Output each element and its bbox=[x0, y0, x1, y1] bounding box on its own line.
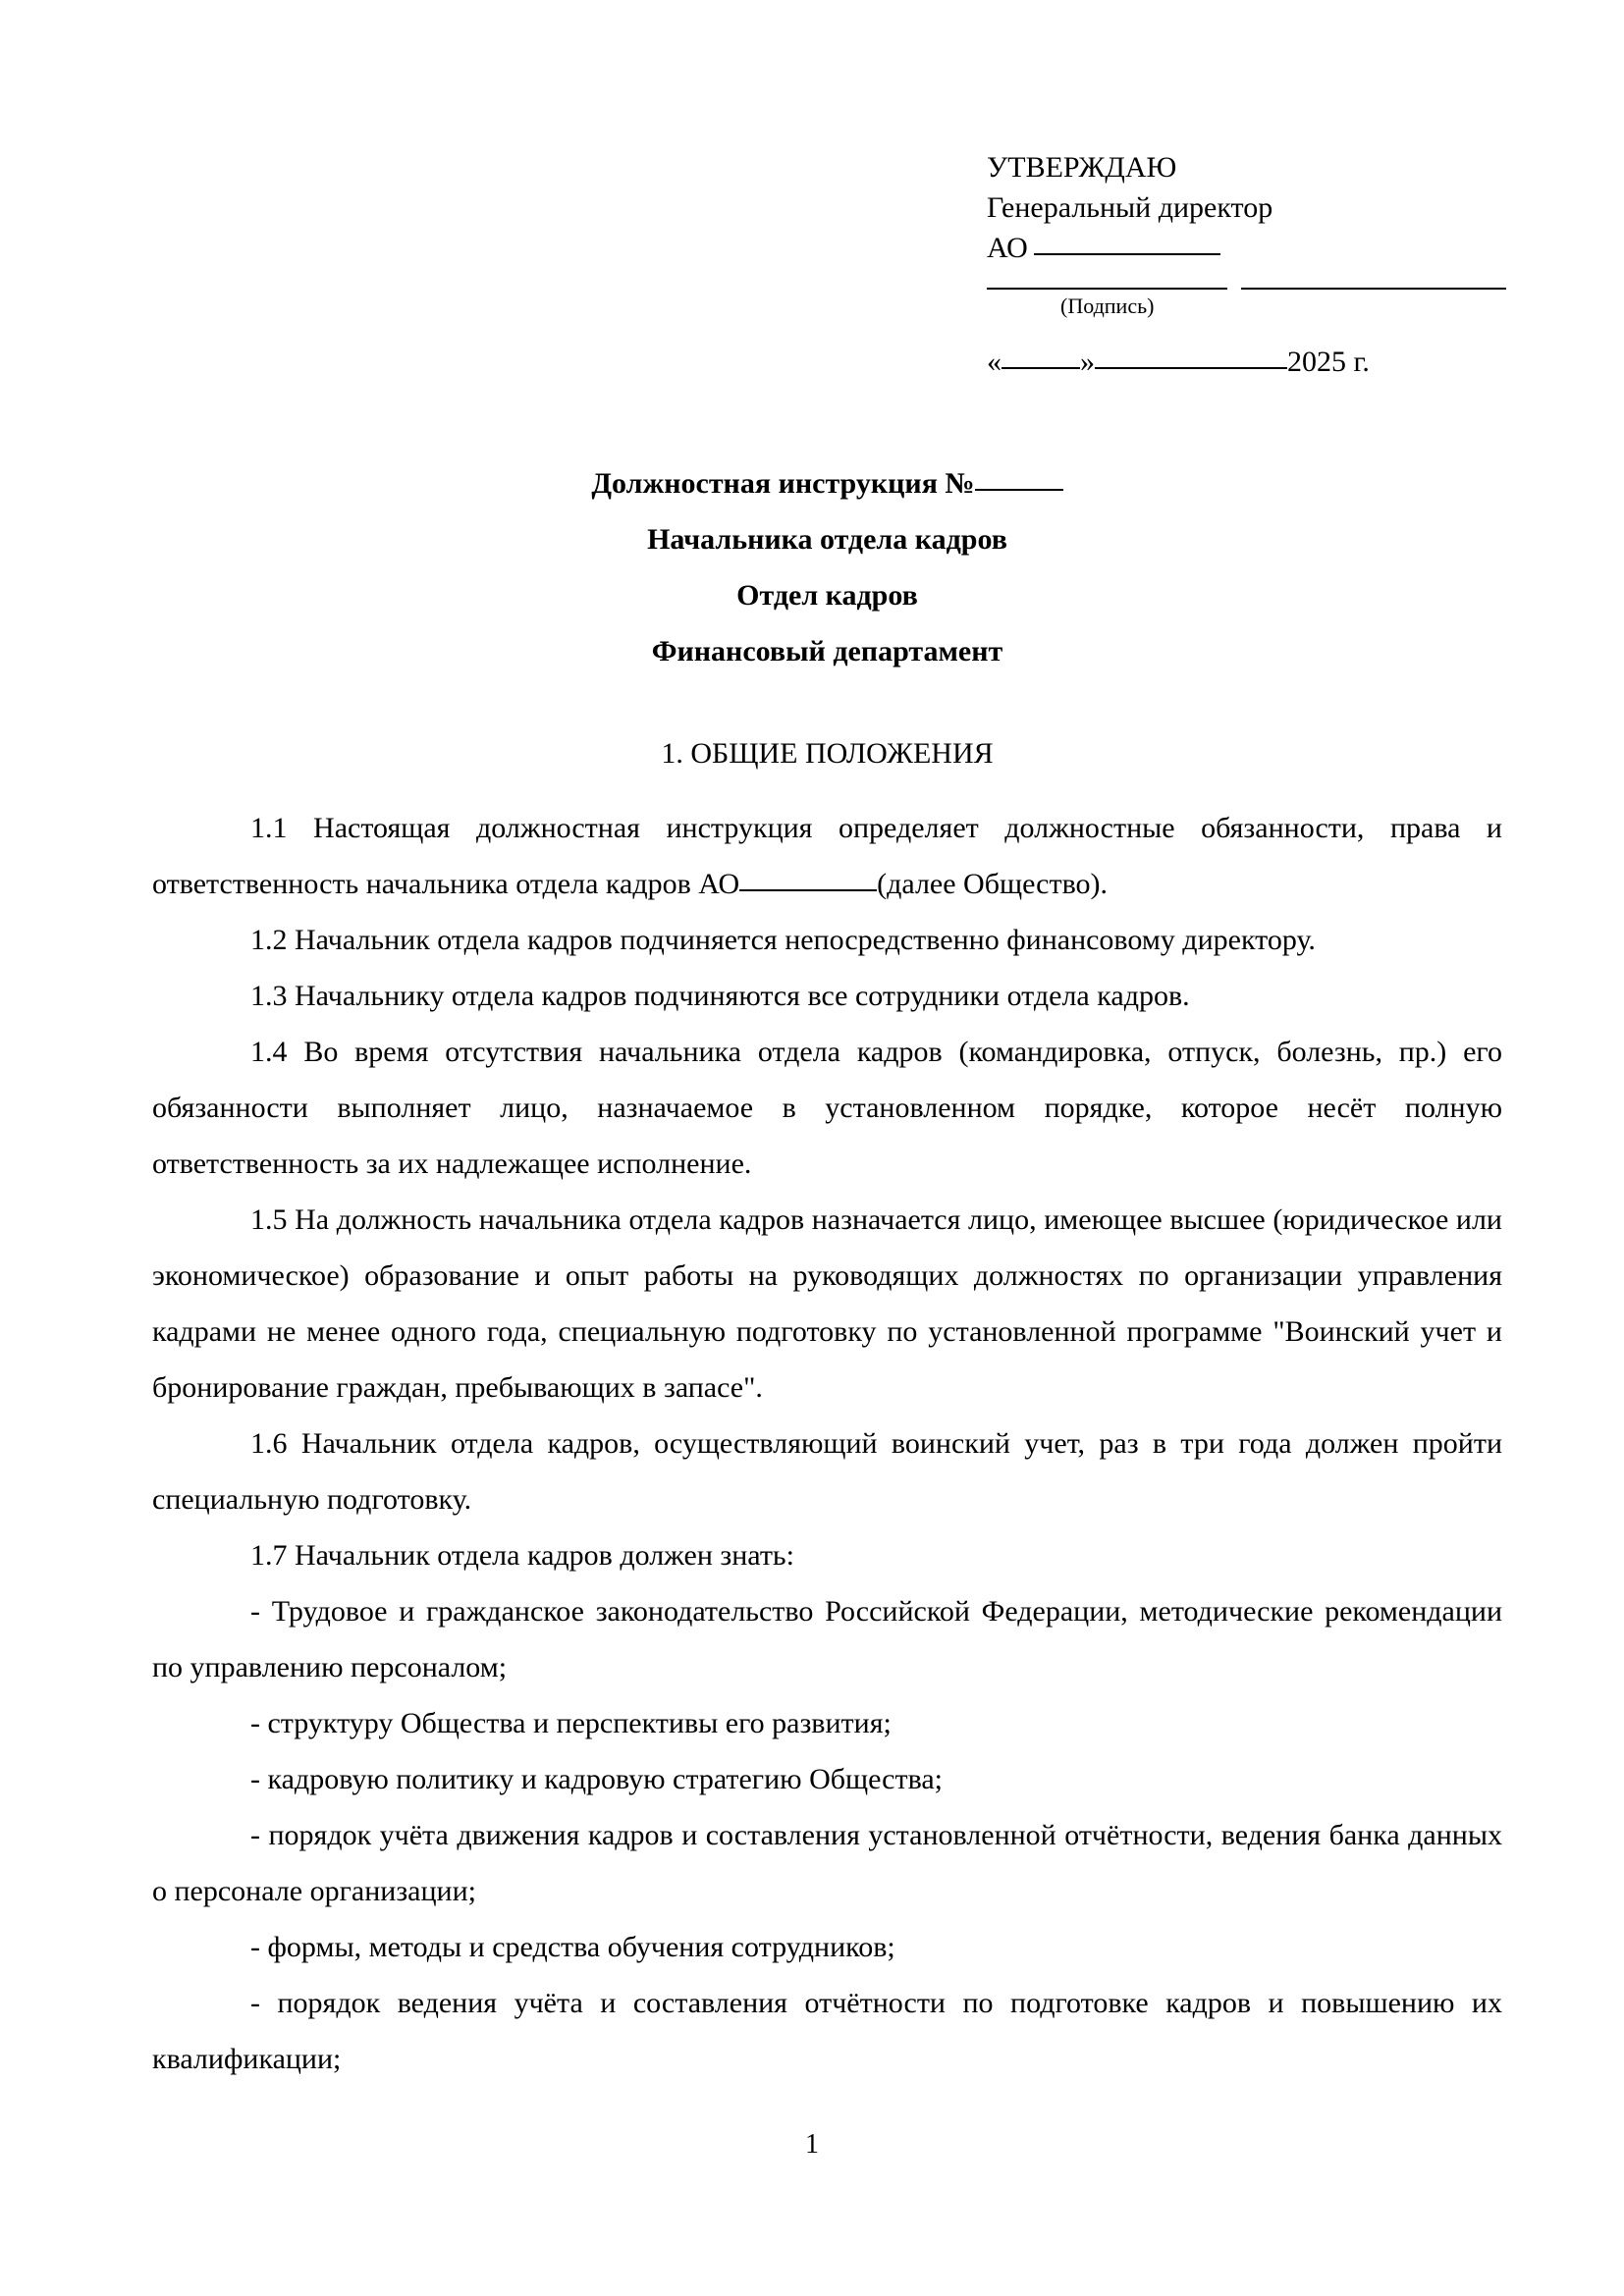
document-number-blank[interactable] bbox=[975, 489, 1063, 491]
signature-caption: (Подпись) bbox=[1060, 294, 1155, 318]
list-item-6: - порядок ведения учёта и составления отчётности по подготовке кадров и повышению их квалификации; bbox=[152, 1987, 1502, 2075]
department-title: Отдел кадров bbox=[736, 579, 918, 612]
paragraph-1-2: 1.2 Начальник отдела кадров подчиняется непосредственно финансовому директору. bbox=[250, 924, 1316, 956]
list-item-5: - формы, методы и средства обучения сотрудников; bbox=[250, 1931, 895, 1963]
date-quote-close: » bbox=[1080, 346, 1095, 378]
position-title: Начальника отдела кадров bbox=[647, 523, 1007, 556]
document-title: Должностная инструкция № bbox=[591, 467, 975, 500]
date-day-blank[interactable] bbox=[1001, 367, 1080, 369]
approval-company-line bbox=[987, 228, 1537, 268]
company-name-blank[interactable] bbox=[1034, 253, 1220, 255]
company-name-inline-blank[interactable] bbox=[739, 889, 877, 891]
approval-company-prefix: АО bbox=[987, 232, 1028, 264]
date-year: 2025 г. bbox=[1287, 346, 1370, 378]
approval-director-title: Генеральный директор bbox=[987, 191, 1273, 224]
page-number: 1 bbox=[805, 2129, 819, 2160]
paragraph-1-1-text-a: 1.1 Настоящая должностная инструкция определяет должностные обязанности, права и ответственность начальника отдела кадров АО bbox=[152, 812, 1502, 900]
paragraph-1-4: 1.4 Во время отсутствия начальника отдела кадров (командировка, отпуск, болезнь, пр.) его обязанности выполняет лицо, назначаемое в установленном порядке, которое несёт полную ответственность за их надлежащее исполнение. bbox=[152, 1036, 1502, 1180]
approval-block bbox=[987, 147, 1537, 268]
date-month-blank[interactable] bbox=[1095, 367, 1287, 369]
list-item-3: - кадровую политику и кадровую стратегию Общества; bbox=[250, 1763, 944, 1795]
approval-utverzhdayu: УТВЕРЖДАЮ bbox=[987, 151, 1177, 184]
list-item-1: - Трудовое и гражданское законодательство Российской Федерации, методические рекомендации по управлению персоналом; bbox=[152, 1595, 1502, 1683]
paragraph-1-1 bbox=[152, 800, 1502, 912]
paragraph-1-6: 1.6 Начальник отдела кадров, осуществляющий воинский учет, раз в три года должен пройти специальную подготовку. bbox=[152, 1427, 1502, 1516]
list-item-4: - порядок учёта движения кадров и составления установленной отчётности, ведения банка данных о персонале организации; bbox=[152, 1819, 1502, 1907]
signature-blank-left[interactable] bbox=[987, 287, 1227, 290]
document-title-number-line bbox=[152, 461, 1502, 507]
signature-rule-row bbox=[987, 287, 1542, 290]
approval-date-row bbox=[987, 342, 1370, 382]
section-heading-general-provisions: 1. ОБЩИЕ ПОЛОЖЕНИЯ bbox=[661, 737, 994, 770]
title-block bbox=[152, 461, 1502, 674]
list-item-2: - структуру Общества и перспективы его развития; bbox=[250, 1707, 892, 1739]
paragraph-1-3: 1.3 Начальнику отдела кадров подчиняются все сотрудники отдела кадров. bbox=[250, 980, 1190, 1012]
signature-blank-right[interactable] bbox=[1241, 287, 1506, 290]
date-quote-open: « bbox=[987, 346, 1001, 378]
paragraph-1-7: 1.7 Начальник отдела кадров должен знать: bbox=[250, 1539, 794, 1572]
document-body bbox=[152, 800, 1502, 2087]
division-title: Финансовый департамент bbox=[651, 635, 1003, 667]
paragraph-1-1-text-b: (далее Общество). bbox=[877, 868, 1109, 900]
paragraph-1-5: 1.5 На должность начальника отдела кадров назначается лицо, имеющее высшее (юридическое или экономическое) образование и опыт работы на руководящих должностях по организации управления кадрами не менее одного года, специальную подготовку по установленной программе "Воинский учет и бронирование граждан, пребывающих в запасе". bbox=[152, 1203, 1502, 1404]
